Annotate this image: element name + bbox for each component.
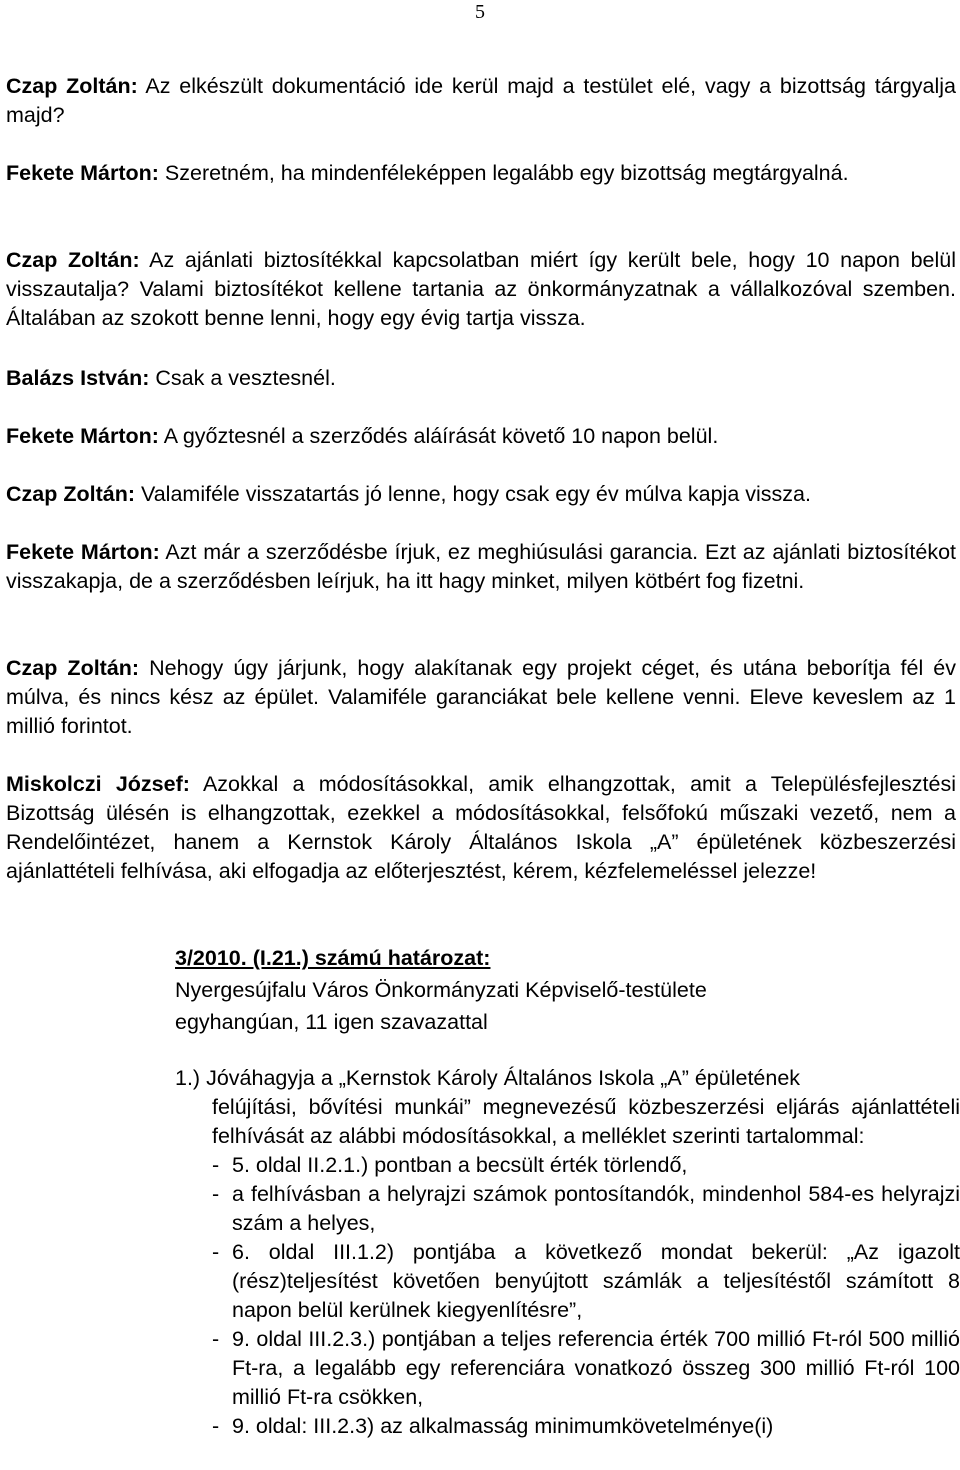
list-item-text: a felhívásban a helyrajzi számok pontosítandók, mindenhol 584-es helyrajzi szám a helyes, [232, 1182, 960, 1235]
speech-paragraph [6, 364, 956, 393]
page-number: 5 [475, 1, 485, 23]
list-item: - 9. oldal III.2.3.) pontjában a teljes referencia érték 700 millió Ft-ról 500 millió Ft-ra, a legalább egy referenciára vonatkozó összeg 300 millió Ft-ról 100 millió Ft-ra csökken, [212, 1327, 960, 1409]
list-item-text: 6. oldal III.1.2) pontjába a következő mondat bekerül: „Az igazolt (rész)teljesítést követően benyújtott számlák a teljesítéstől számított 8 napon belül kerülnek kiegyenlítésre”, [232, 1240, 960, 1322]
speaker-name: Balázs István: [6, 366, 150, 390]
speech-paragraph [6, 770, 956, 886]
speech-paragraph [6, 246, 956, 333]
speech-text: Azt már a szerződésbe írjuk, ez meghiúsulási garancia. Ezt az ajánlati biztosítékot visszakapja, de a szerződésben leírjuk, ha itt hagy minket, milyen kötbért fog fizetni. [6, 540, 956, 593]
resolution-block [175, 942, 875, 1038]
list-item: - 9. oldal: III.2.3) az alkalmasság minimumkövetelménye(i) [212, 1414, 774, 1438]
speech-paragraph [6, 422, 956, 451]
speech-paragraph [6, 480, 956, 509]
speaker-name: Czap Zoltán: [6, 656, 140, 680]
item-lead: Jóváhagyja a „Kernstok Károly Általános Iskola „A” épületének [206, 1066, 801, 1090]
list-item: - 6. oldal III.1.2) pontjába a következő mondat bekerül: „Az igazolt (rész)teljesítést követően benyújtott számlák a teljesítéstől számított 8 napon belül kerülnek kiegyenlítésre”, [212, 1240, 960, 1322]
list-item-text: 9. oldal III.2.3.) pontjában a teljes referencia érték 700 millió Ft-ról 500 millió Ft-ra, a legalább egy referenciára vonatkozó összeg 300 millió Ft-ról 100 millió Ft-ra csökken, [232, 1327, 960, 1409]
speech-text: A győztesnél a szerződés aláírását követő 10 napon belül. [158, 424, 719, 448]
resolution-title: 3/2010. (I.21.) számú határozat: [175, 946, 491, 970]
list-item-text: 9. oldal: III.2.3) az alkalmasság minimumkövetelménye(i) [232, 1414, 774, 1438]
item-heading [175, 1064, 960, 1093]
speech-text: Azokkal a módosításokkal, amik elhangzottak, amit a Településfejlesztési Bizottság ülésén is elhangzottak, ezekkel a módosításokkal, felsőfokú műszaki vezető, nem a Rendelőintézet, hanem a Kernstok Károly Általános Iskola „A” épületének közbeszerzési ajánlattételi felhívása, aki elfogadja az előterjesztést, kérem, kézfelemeléssel jelezze! [6, 772, 956, 883]
speaker-name: Miskolczi József: [6, 772, 190, 796]
item-number: 1.) [175, 1066, 201, 1090]
list-item-text: 5. oldal II.2.1.) pontban a becsült érték törlendő, [232, 1153, 688, 1177]
speaker-name: Czap Zoltán: [6, 248, 140, 272]
speaker-name: Fekete Márton: [6, 424, 159, 448]
speaker-name: Czap Zoltán: [6, 482, 135, 506]
speech-text: Szeretném, ha mindenféleképpen legalább egy bizottság megtárgyalná. [158, 161, 849, 185]
speaker-name: Fekete Márton: [6, 540, 160, 564]
speech-text: Csak a vesztesnél. [149, 366, 336, 390]
speaker-name: Fekete Márton: [6, 161, 159, 185]
speech-paragraph [6, 72, 956, 130]
speech-paragraph [6, 159, 956, 188]
speech-text: Valamiféle visszatartás jó lenne, hogy csak egy év múlva kapja vissza. [135, 482, 811, 506]
resolution-item [175, 1064, 960, 1441]
item-body: felújítási, bővítési munkái” megnevezésű közbeszerzési eljárás ajánlattételi felhívását az alábbi módosításokkal, a melléklet szerinti tartalommal: [212, 1095, 960, 1148]
speech-text: Az ajánlati biztosítékkal kapcsolatban miért így került bele, hogy 10 napon belül visszautalja? Valami biztosítékot kellene tartania az önkormányzatnak a vállalkozóval szemben. Általában az szokott benne lenni, hogy egy évig tartja vissza. [6, 248, 957, 330]
speech-text: Nehogy úgy járjunk, hogy alakítanak egy projekt céget, és utána beborítja fél év múlva, és nincs kész az épület. Valamiféle garanciákat bele kellene venni. Eleve keveslem az 1 millió forintot. [6, 656, 956, 738]
speech-paragraph [6, 654, 956, 741]
speech-paragraph [6, 538, 956, 596]
list-item: - a felhívásban a helyrajzi számok pontosítandók, mindenhol 584-es helyrajzi szám a helyes, [212, 1182, 960, 1235]
speech-text: Az elkészült dokumentáció ide kerül majd a testület elé, vagy a bizottság tárgyalja majd? [6, 74, 956, 127]
resolution-body: Nyergesújfalu Város Önkormányzati Képviselő-testülete [175, 978, 707, 1002]
resolution-vote: egyhangúan, 11 igen szavazattal [175, 1010, 488, 1034]
list-item: - 5. oldal II.2.1.) pontban a becsült érték törlendő, [212, 1153, 688, 1177]
speaker-name: Czap Zoltán: [6, 74, 138, 98]
